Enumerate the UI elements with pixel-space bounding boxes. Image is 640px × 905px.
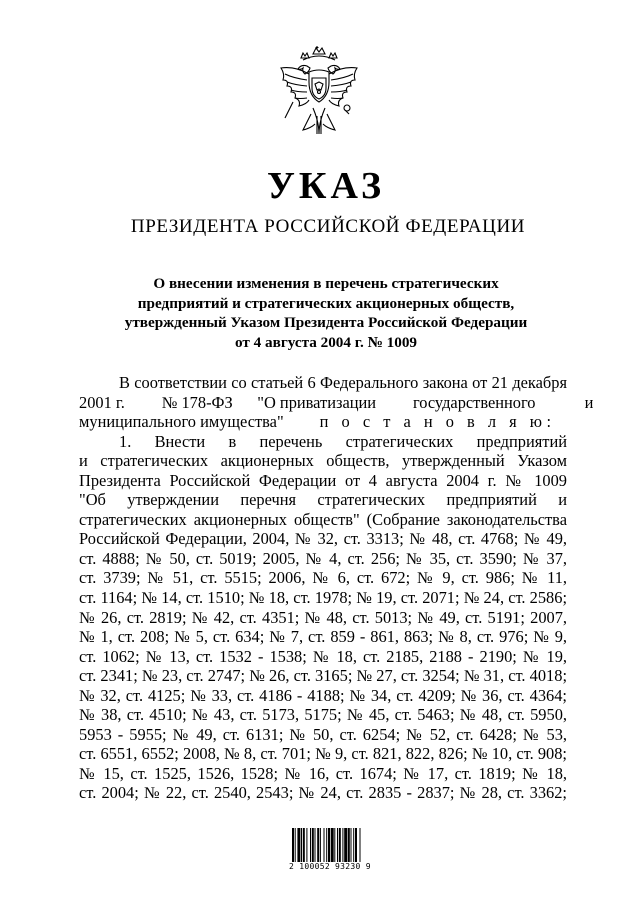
body-line: № 26, ст. 2819; № 42, ст. 4351; № 48, ст. 5013; № 49, ст. 5191; 2007, [79,607,567,627]
heading-line: О внесении изменения в перечень стратегических [153,275,499,292]
barcode [291,828,383,874]
body-line: ст. 3739; № 51, ст. 5515; 2006, № 6, ст. 672; № 9, ст. 986; № 11, [79,568,567,588]
heading-line: утвержденный Указом Президента Российской Федерации [124,314,528,331]
barcode-bar [344,828,347,862]
barcode-bar [310,828,311,862]
barcode-bar [342,828,343,862]
coat-of-arms-emblem [273,44,365,150]
barcode-bar [351,828,352,862]
barcode-bar [315,828,316,862]
body-line: № 32, ст. 4125; № 33, ст. 4186 - 4188; № 34, ст. 4209; № 36, ст. 4364; [79,685,567,705]
barcode-bar [306,828,307,862]
body-line: № 38, ст. 4510; № 43, ст. 5173, 5175; № 45, ст. 5463; № 48, ст. 5950, [79,705,567,725]
barcode-bar [324,828,325,862]
body-line: стратегических акционерных обществ" (Собрание законодательства [79,509,567,529]
heading-line: от 4 августа 2004 г. № 1009 [234,333,418,351]
barcode-bar [295,828,296,862]
decree-heading [0,274,640,352]
barcode-bar [317,828,319,862]
barcode-bar [337,828,338,862]
barcode-bar [320,828,321,862]
body-line: 1. Внести в перечень стратегических предприятий [119,431,567,451]
body-line: ст. 4888; № 50, ст. 5019; 2005, № 4, ст. 256; № 35, ст. 3590; № 37, [79,548,567,568]
body-line: № 15, ст. 1525, 1526, 1528; № 16, ст. 1674; № 17, ст. 1819; № 18, [79,763,567,783]
body-line: ст. 1062; № 13, ст. 1532 - 1538; № 18, ст. 2185, 2188 - 2190; № 19, [79,646,567,666]
barcode-bar [348,828,350,862]
barcode-bar [334,828,335,862]
body-line: "Об утверждении перечня стратегических предприятий и [79,490,567,510]
preamble-line [79,392,594,413]
barcode-bar [312,828,314,862]
decree-paragraph [79,432,567,803]
preamble-line [79,412,567,432]
barcode-bar [328,828,330,862]
body-line: ст. 2004; № 22, ст. 2540, 2543; № 24, ст. 2835 - 2837; № 28, ст. 3362; [79,783,567,803]
document-title: УКАЗ [267,165,385,207]
document-subtitle: ПРЕЗИДЕНТА РОССИЙСКОЙ ФЕДЕРАЦИИ [130,216,526,237]
barcode-bar [326,828,327,862]
body-line: ст. 1164; № 14, ст. 1510; № 18, ст. 1978; № 19, ст. 2071; № 24, ст. 2586; [79,588,567,608]
decree-resolution: п о с т а н о в л я ю: [319,412,556,432]
preamble-segment: и [584,392,594,412]
barcode-bar [353,828,354,862]
preamble-segment: "О приватизации [257,392,377,412]
preamble-segment: муниципального имущества" [79,412,284,432]
preamble-line: В соответствии со статьей 6 Федерального закона от 21 декабря [119,373,567,392]
barcode-bar [297,828,300,862]
body-line: Президента Российской Федерации от 4 августа 2004 г. № 1009 [79,470,567,490]
barcode-number: 2 100052 93230 9 [289,862,371,871]
body-line: Российской Федерации, 2004, № 32, ст. 3313; № 48, ст. 4768; № 49, [79,529,567,549]
law-number: № 178-ФЗ [161,392,233,412]
barcode-bar [360,828,361,862]
barcode-bar [355,828,357,862]
heading-line: предприятий и стратегических акционерных обществ, [137,294,515,312]
barcode-bar [303,828,305,862]
barcode-bar [331,828,334,862]
body-line: ст. 6551, 6552; 2008, № 8, ст. 701; № 9, ст. 821, 822, 826; № 10, ст. 908; [79,744,567,764]
body-line: ст. 2341; № 23, ст. 2747; № 26, ст. 3165; № 27, ст. 3254; № 31, ст. 4018; [79,666,567,686]
barcode-bars [291,828,383,862]
body-line: и стратегических акционерных обществ, утвержденный Указом [79,451,567,471]
body-line: 5953 - 5955; № 49, ст. 6131; № 50, ст. 6254; № 52, ст. 6428; № 53, [79,724,567,744]
body-line: № 1, ст. 208; № 5, ст. 634; № 7, ст. 859 - 861, 863; № 8, ст. 976; № 9, [79,627,567,647]
barcode-bar [292,828,294,862]
preamble-segment: 2001 г. [79,392,125,412]
barcode-bar [339,828,341,862]
barcode-bar [301,828,302,862]
preamble-segment: государственного [412,392,536,412]
decree-body [79,373,594,803]
